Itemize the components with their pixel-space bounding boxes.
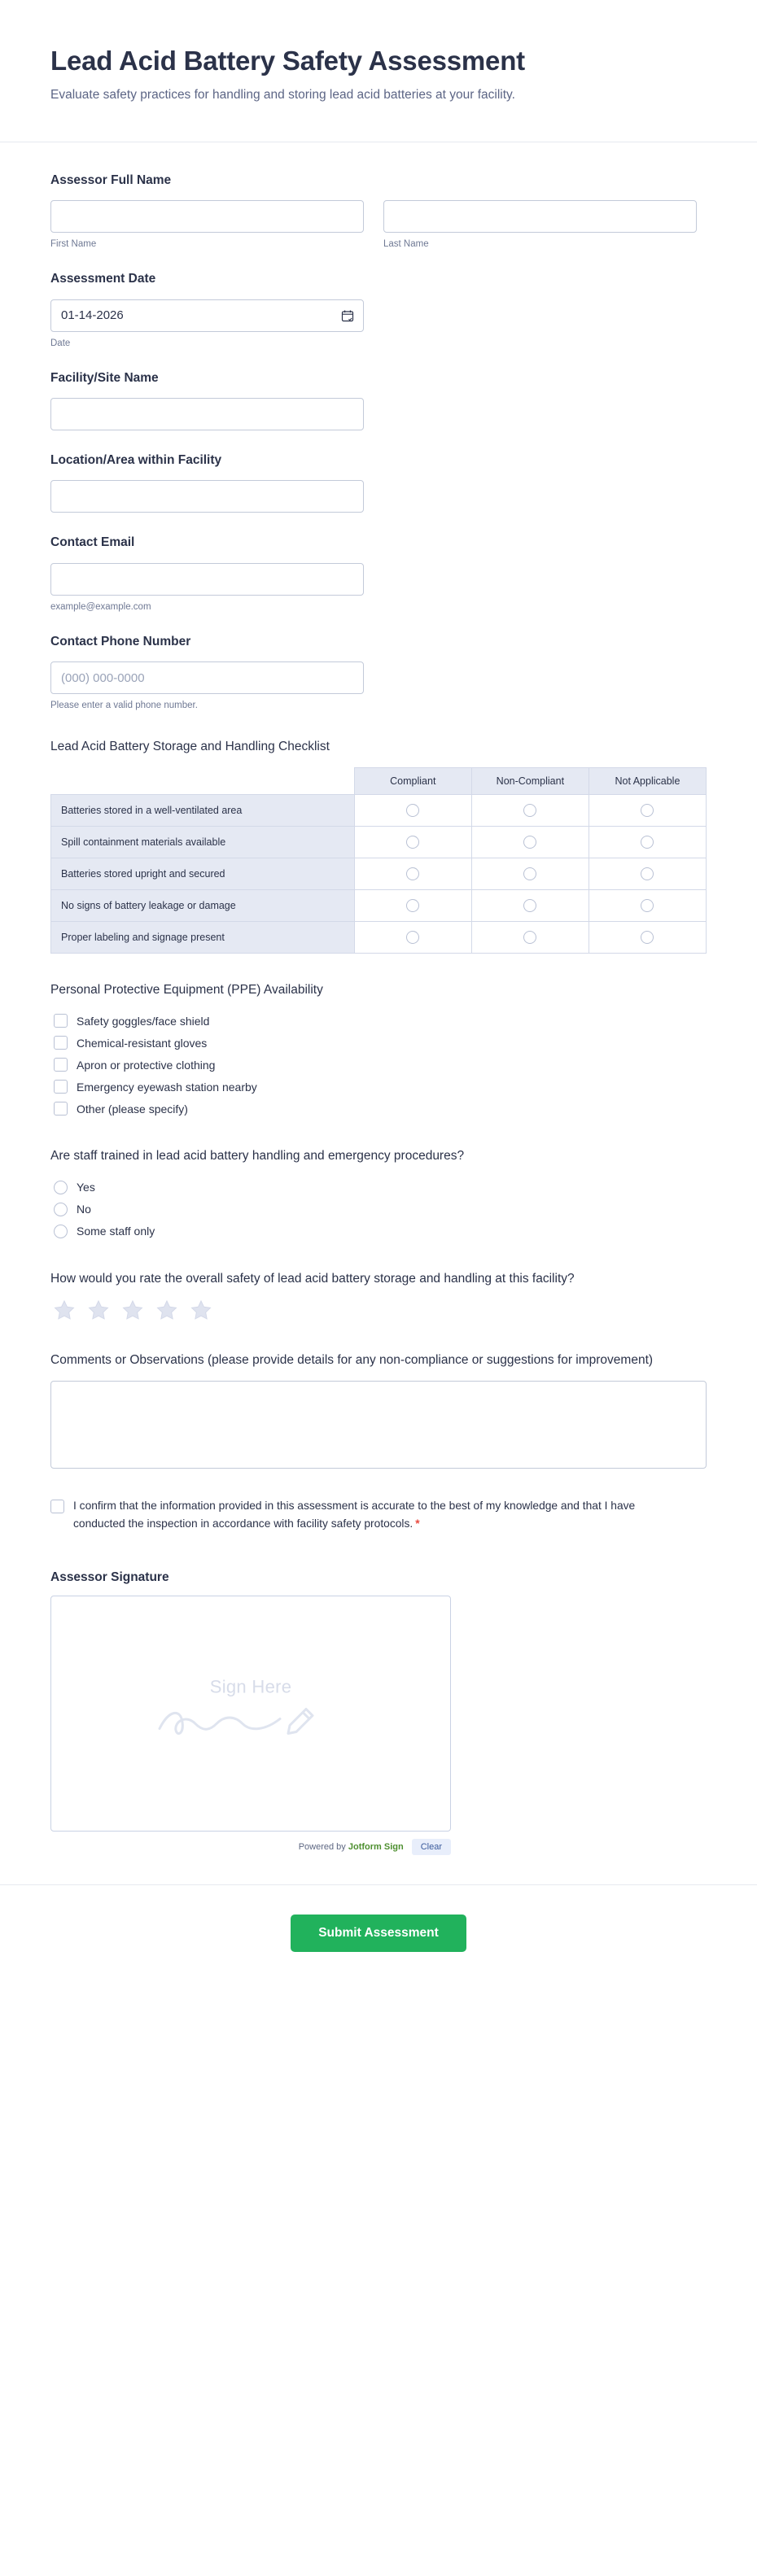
- table-row: [51, 794, 707, 826]
- matrix-radio-cell[interactable]: [589, 858, 706, 889]
- field-contact-email: [50, 534, 707, 611]
- matrix-radio-cell[interactable]: [471, 858, 589, 889]
- confirmation-text: [73, 1497, 659, 1534]
- table-row: [51, 858, 707, 889]
- matrix-radio-cell[interactable]: [471, 921, 589, 953]
- radio-icon[interactable]: [406, 867, 419, 880]
- matrix-radio-cell[interactable]: [354, 794, 471, 826]
- table-row: [51, 921, 707, 953]
- field-facility-name: [50, 369, 707, 430]
- contact-phone-input[interactable]: [50, 661, 364, 694]
- contact-email-input[interactable]: [50, 563, 364, 596]
- matrix-corner-cell: [51, 767, 355, 794]
- clear-signature-button[interactable]: Clear: [412, 1839, 451, 1855]
- star-icon[interactable]: [189, 1299, 213, 1322]
- radio-icon[interactable]: [523, 836, 536, 849]
- radio-icon[interactable]: [523, 867, 536, 880]
- submit-assessment-button[interactable]: Submit Assessment: [291, 1915, 466, 1952]
- matrix-row-label: Spill containment materials available: [51, 826, 355, 858]
- radio-icon[interactable]: [641, 867, 654, 880]
- last-name-input[interactable]: [383, 200, 697, 233]
- radio-icon[interactable]: [641, 836, 654, 849]
- first-name-input[interactable]: [50, 200, 364, 233]
- field-location-area: [50, 452, 707, 513]
- field-training: [50, 1147, 707, 1242]
- field-rating: [50, 1270, 707, 1322]
- assessor-name-label: Assessor Full Name: [50, 172, 172, 187]
- ppe-option-label: Apron or protective clothing: [77, 1058, 216, 1072]
- matrix-radio-cell[interactable]: [471, 794, 589, 826]
- radio-icon[interactable]: [641, 931, 654, 944]
- ppe-option-label: Emergency eyewash station nearby: [77, 1080, 257, 1094]
- signature-pad[interactable]: [50, 1596, 451, 1832]
- matrix-radio-cell[interactable]: [354, 858, 471, 889]
- field-ppe: [50, 981, 707, 1120]
- radio-icon[interactable]: [406, 899, 419, 912]
- signature-placeholder: [51, 1677, 450, 1751]
- radio-icon[interactable]: [523, 804, 536, 817]
- sign-here-text: Sign Here: [209, 1676, 292, 1697]
- star-icon[interactable]: [120, 1299, 145, 1322]
- confirmation-block[interactable]: [50, 1497, 707, 1534]
- powered-by-text: [299, 1842, 404, 1852]
- field-assessor-name: [50, 172, 707, 249]
- field-signature: [50, 1570, 707, 1855]
- matrix-col-not-applicable: Not Applicable: [589, 767, 706, 794]
- signature-label: Assessor Signature: [50, 1570, 169, 1585]
- training-label: Are staff trained in lead acid battery handling and emergency procedures?: [50, 1149, 465, 1164]
- radio-icon[interactable]: [641, 804, 654, 817]
- checklist-label: Lead Acid Battery Storage and Handling Checklist: [50, 740, 330, 754]
- first-name-sublabel: First Name: [50, 239, 97, 250]
- table-row: [51, 889, 707, 921]
- field-contact-phone: [50, 633, 707, 710]
- radio-icon[interactable]: [54, 1181, 68, 1194]
- rating-label: How would you rate the overall safety of lead acid battery storage and handling at this facility?: [50, 1271, 575, 1286]
- confirmation-checkbox-icon[interactable]: [50, 1500, 64, 1513]
- list-item[interactable]: [50, 1054, 707, 1076]
- matrix-radio-cell[interactable]: [589, 826, 706, 858]
- table-row: [51, 826, 707, 858]
- checkbox-icon[interactable]: [54, 1036, 68, 1050]
- assessment-date-label: Assessment Date: [50, 272, 156, 286]
- form-footer: [0, 1884, 757, 1989]
- list-item[interactable]: [50, 1076, 707, 1098]
- radio-icon[interactable]: [406, 836, 419, 849]
- radio-icon[interactable]: [523, 899, 536, 912]
- matrix-radio-cell[interactable]: [354, 921, 471, 953]
- matrix-row-label: No signs of battery leakage or damage: [51, 889, 355, 921]
- matrix-header-row: [51, 767, 707, 794]
- radio-icon[interactable]: [54, 1225, 68, 1238]
- form-body: [0, 142, 757, 1856]
- list-item[interactable]: [50, 1198, 707, 1220]
- checkbox-icon[interactable]: [54, 1014, 68, 1028]
- assessment-date-input[interactable]: [50, 299, 364, 332]
- checkbox-icon[interactable]: [54, 1080, 68, 1094]
- training-option-label: No: [77, 1203, 91, 1216]
- matrix-col-non-compliant: Non-Compliant: [471, 767, 589, 794]
- required-asterisk: *: [415, 1517, 420, 1530]
- ppe-option-label: Chemical-resistant gloves: [77, 1036, 208, 1050]
- contact-phone-sublabel: Please enter a valid phone number.: [50, 701, 198, 711]
- powered-prefix: Powered by: [298, 1842, 346, 1853]
- comments-label: Comments or Observations (please provide details for any non-compliance or suggestions for improvement): [50, 1353, 654, 1368]
- confirmation-text-body: I confirm that the information provided in this assessment is accurate to the best of my knowledge and that I have conducted the inspection in accordance with facility safety protocols.: [73, 1499, 636, 1530]
- list-item[interactable]: [50, 1032, 707, 1054]
- checkbox-icon[interactable]: [54, 1102, 68, 1116]
- radio-icon[interactable]: [406, 804, 419, 817]
- radio-icon[interactable]: [523, 931, 536, 944]
- matrix-row-label: Batteries stored in a well-ventilated area: [51, 794, 355, 826]
- signature-footer: [50, 1839, 451, 1855]
- last-name-group: [383, 200, 697, 249]
- facility-name-label: Facility/Site Name: [50, 370, 159, 385]
- contact-email-label: Contact Email: [50, 535, 135, 550]
- radio-icon[interactable]: [641, 899, 654, 912]
- assessment-date-sublabel: Date: [50, 338, 71, 348]
- training-option-label: Yes: [77, 1181, 95, 1194]
- training-option-label: Some staff only: [77, 1225, 155, 1238]
- field-checklist: [50, 738, 707, 953]
- jotform-sign-brand: Jotform Sign: [348, 1842, 404, 1853]
- radio-icon[interactable]: [54, 1203, 68, 1216]
- checklist-matrix: [50, 767, 707, 954]
- list-item[interactable]: [50, 1098, 707, 1120]
- checkbox-icon[interactable]: [54, 1058, 68, 1072]
- field-comments: [50, 1351, 707, 1472]
- location-area-input[interactable]: [50, 480, 364, 513]
- matrix-row-label: Batteries stored upright and secured: [51, 858, 355, 889]
- star-icon[interactable]: [155, 1299, 179, 1322]
- matrix-radio-cell[interactable]: [589, 794, 706, 826]
- comments-textarea[interactable]: [50, 1381, 707, 1469]
- list-item[interactable]: [50, 1177, 707, 1198]
- list-item[interactable]: [50, 1010, 707, 1032]
- ppe-label: Personal Protective Equipment (PPE) Availability: [50, 982, 323, 997]
- matrix-row-label: Proper labeling and signage present: [51, 921, 355, 953]
- ppe-option-label: Other (please specify): [77, 1102, 188, 1116]
- matrix-radio-cell[interactable]: [471, 826, 589, 858]
- contact-phone-label: Contact Phone Number: [50, 634, 191, 648]
- matrix-radio-cell[interactable]: [354, 889, 471, 921]
- matrix-radio-cell[interactable]: [589, 889, 706, 921]
- contact-email-sublabel: example@example.com: [50, 601, 151, 612]
- last-name-sublabel: Last Name: [383, 239, 429, 250]
- matrix-radio-cell[interactable]: [354, 826, 471, 858]
- matrix-radio-cell[interactable]: [589, 921, 706, 953]
- star-rating-group[interactable]: [50, 1299, 707, 1322]
- radio-icon[interactable]: [406, 931, 419, 944]
- form-header: [0, 0, 757, 142]
- matrix-col-compliant: Compliant: [354, 767, 471, 794]
- page-title: Lead Acid Battery Safety Assessment: [50, 46, 525, 76]
- page-subtitle: Evaluate safety practices for handling and storing lead acid batteries at your facility.: [50, 87, 515, 102]
- list-item[interactable]: [50, 1220, 707, 1242]
- field-assessment-date: [50, 270, 707, 347]
- signature-squiggle-icon: [145, 1696, 357, 1747]
- facility-name-input[interactable]: [50, 398, 364, 430]
- first-name-group: [50, 200, 364, 249]
- matrix-radio-cell[interactable]: [471, 889, 589, 921]
- location-area-label: Location/Area within Facility: [50, 453, 222, 467]
- ppe-option-label: Safety goggles/face shield: [77, 1014, 210, 1028]
- star-icon[interactable]: [52, 1299, 77, 1322]
- star-icon[interactable]: [86, 1299, 111, 1322]
